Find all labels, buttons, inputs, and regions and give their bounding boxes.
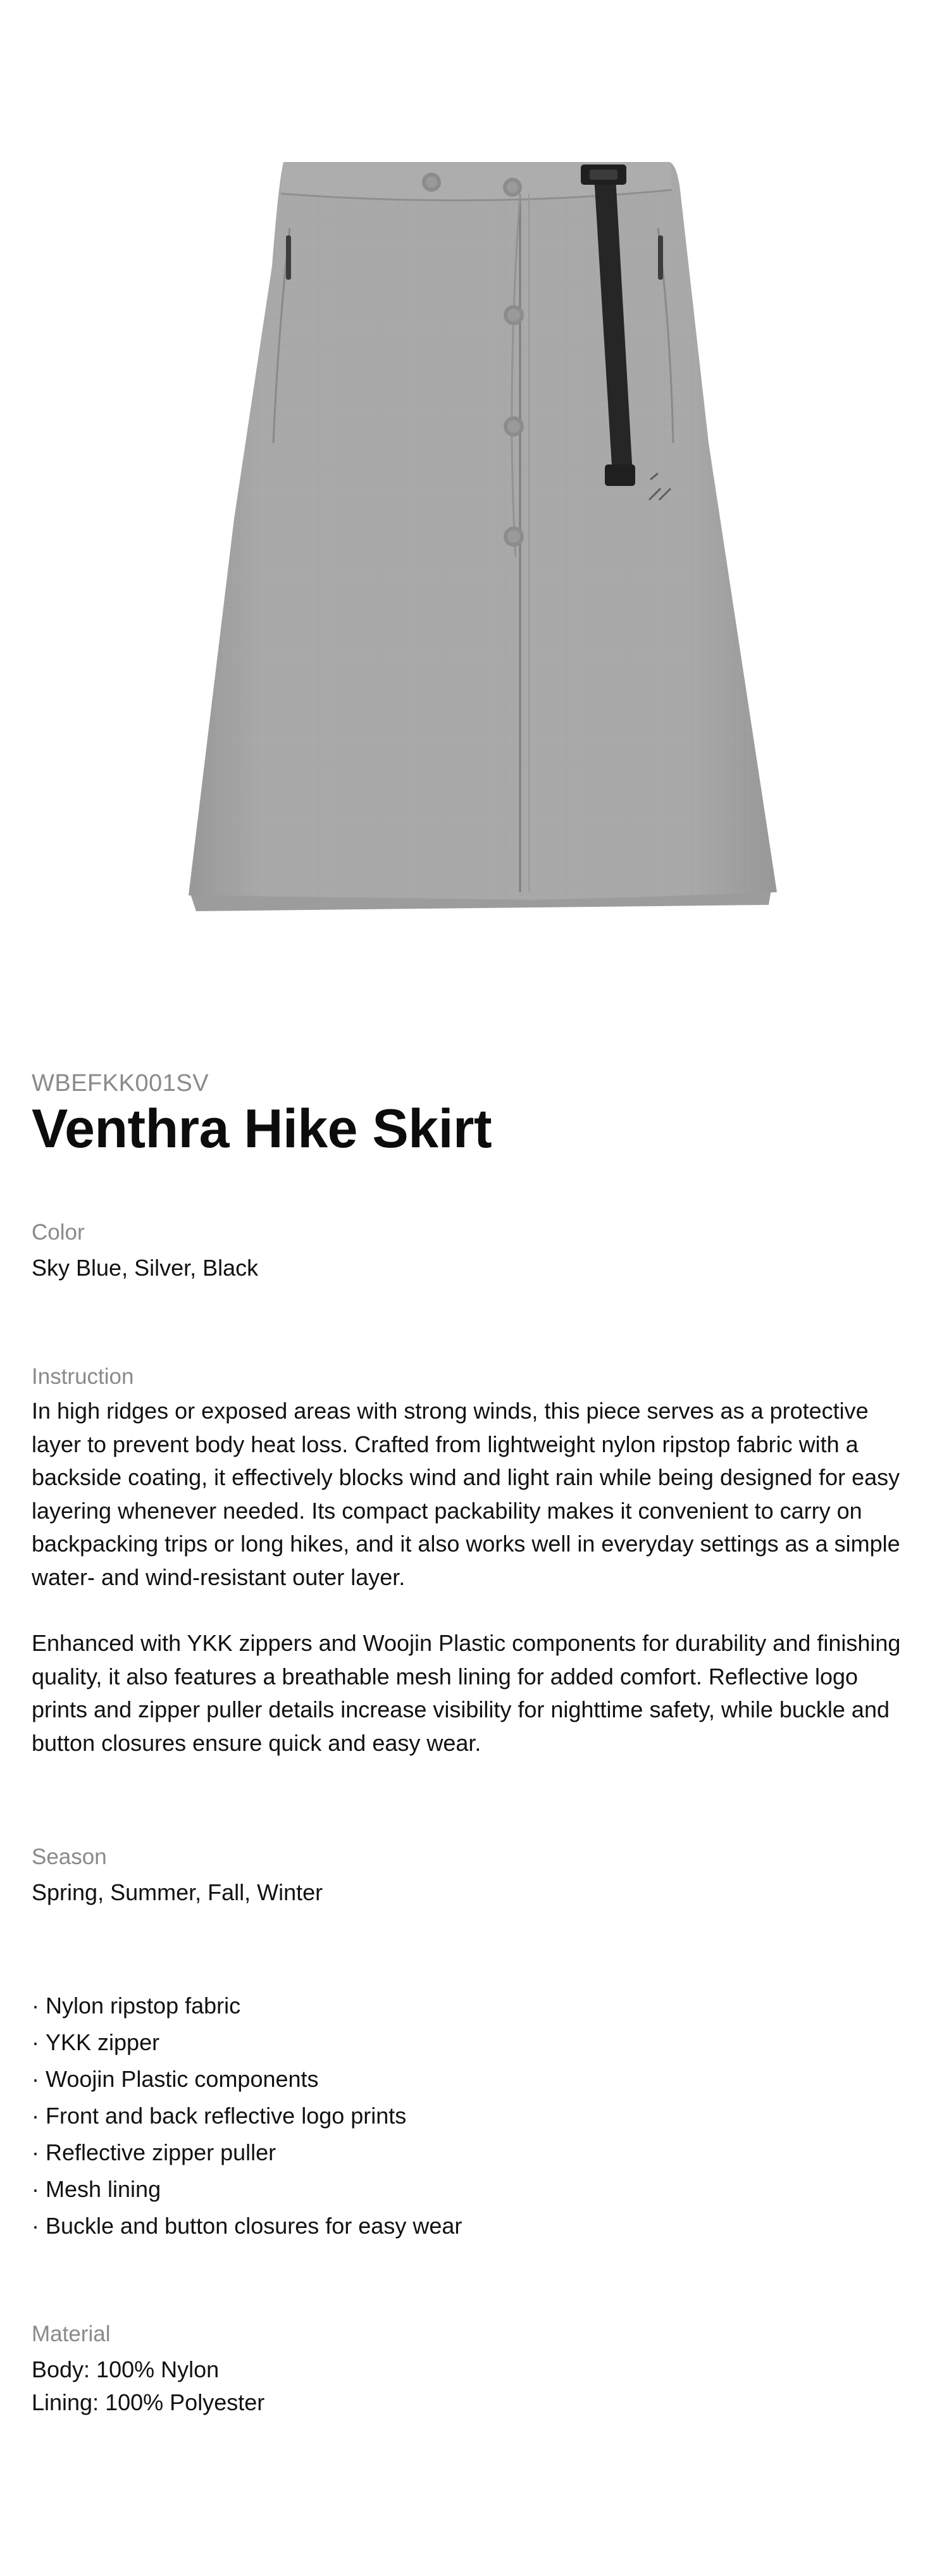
left-zipper-puller [286,235,291,280]
product-image-area [0,0,949,987]
list-item: · Front and back reflective logo prints [32,2103,407,2129]
season-value: Spring, Summer, Fall, Winter [32,1879,323,1905]
instruction-paragraph-1: In high ridges or exposed areas with strong winds, this piece serves as a protective layer to prevent body heat loss. Crafted from lightweight nylon ripstop fabric with a backside coating, it effectively blocks wind and light rain while being designed for easy layering whenever needed. Its compact packability makes it convenient to carry on backpacking trips or long hikes, and it also works well in everyday settings as a simple water- and wind-resistant outer layer. [32,1398,900,1590]
material-label: Material [32,2322,111,2346]
instruction-section [32,1363,917,1760]
color-section [32,1219,917,1285]
feature-list [32,1988,917,2244]
list-item: · Nylon ripstop fabric [32,1993,241,2019]
skirt-product-image [0,0,949,987]
season-section [32,1843,917,1909]
product-sku: WBEFKK001SV [32,1070,209,1097]
material-section [32,2320,917,2419]
color-value: Sky Blue, Silver, Black [32,1255,259,1281]
season-label: Season [32,1845,107,1869]
color-label: Color [32,1220,85,1245]
product-title: Venthra Hike Skirt [32,1098,492,1159]
instruction-label: Instruction [32,1364,134,1389]
list-item: · Reflective zipper puller [32,2139,276,2165]
list-item: · YKK zipper [32,2029,160,2055]
instruction-paragraph-2: Enhanced with YKK zippers and Woojin Plastic components for durability and finishing quality, it also features a breathable mesh lining for added comfort. Reflective logo prints and zipper puller details increase visibility for nighttime safety, while buckle and button closures ensure quick and easy wear. [32,1630,901,1756]
list-item: · Buckle and button closures for easy wear [32,2213,462,2239]
product-info [32,1069,917,2419]
right-zipper-puller [658,235,663,280]
list-item: · Mesh lining [32,2176,161,2202]
material-body: Body: 100% Nylon [32,2356,220,2382]
material-lining: Lining: 100% Polyester [32,2389,265,2415]
list-item: · Woojin Plastic components [32,2066,319,2092]
belt-slider [605,464,635,486]
